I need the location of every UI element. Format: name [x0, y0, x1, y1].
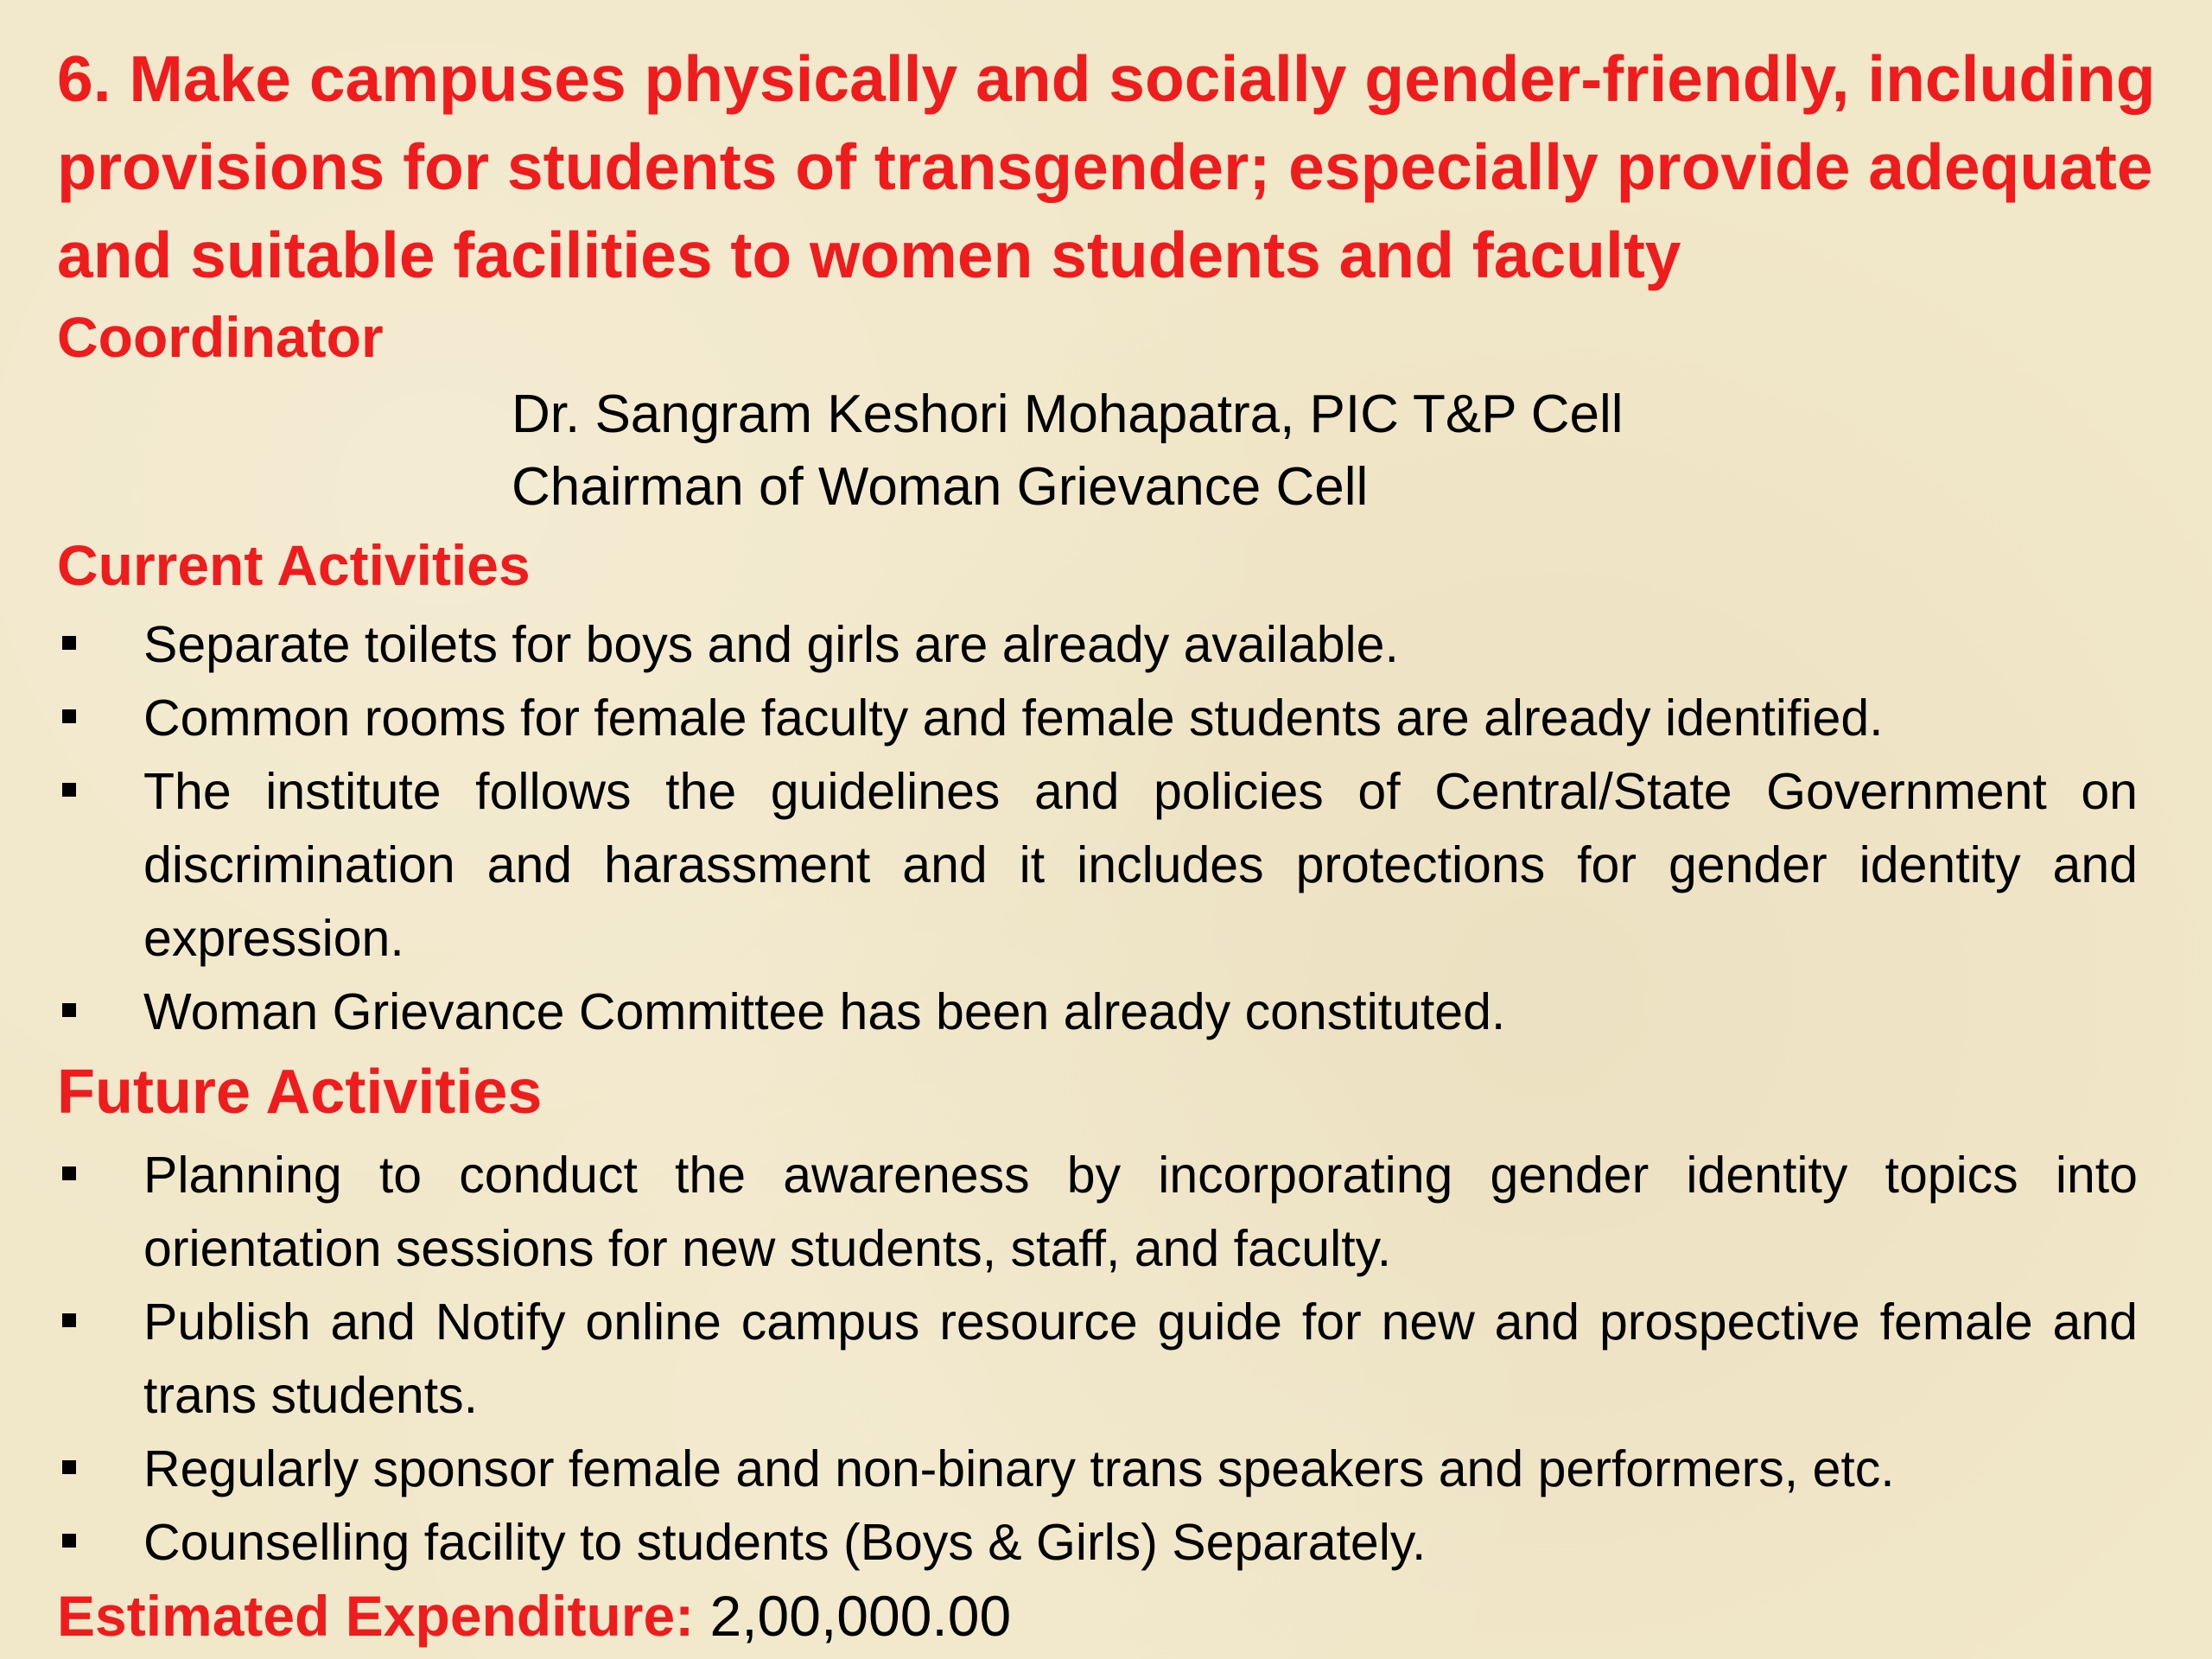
list-item-text: The institute follows the guidelines and policies of Central/State Government on discrimination and harassment and it includes protections for gender identity and expression. [143, 763, 2138, 967]
list-item-text: Counselling facility to students (Boys & Girls) Separately. [143, 1514, 1427, 1571]
square-bullet-icon [62, 783, 76, 797]
current-activities-list [57, 608, 2138, 1049]
list-item-text: Separate toilets for boys and girls are already available. [143, 616, 1399, 673]
list-item-text: Woman Grievance Committee has been already constituted. [143, 983, 1506, 1040]
list-item-text: Common rooms for female faculty and female students are already identified. [143, 690, 1884, 747]
list-item-text: Planning to conduct the awareness by incorporating gender identity topics into orientation sessions for new students, staff, and faculty. [143, 1147, 2138, 1277]
list-item [57, 1506, 2138, 1580]
list-item [57, 682, 2138, 755]
list-item [57, 1286, 2138, 1433]
square-bullet-icon [62, 1166, 76, 1180]
square-bullet-icon [62, 636, 76, 650]
list-item [57, 755, 2138, 976]
square-bullet-icon [62, 1313, 76, 1327]
expenditure-value: 2,00,000.00 [709, 1584, 1012, 1648]
list-item [57, 1139, 2138, 1286]
list-item [57, 608, 2138, 682]
estimated-expenditure [57, 1581, 1011, 1650]
list-item [57, 1433, 2138, 1506]
list-item [57, 976, 2138, 1049]
square-bullet-icon [62, 1003, 76, 1017]
future-activities-heading: Future Activities [57, 1058, 543, 1127]
square-bullet-icon [62, 709, 76, 723]
coordinator-role: Chairman of Woman Grievance Cell [512, 457, 1369, 517]
square-bullet-icon [62, 1534, 76, 1548]
current-activities-heading: Current Activities [57, 533, 531, 597]
slide-title: 6. Make campuses physically and socially gender-friendly, including provisions for students of transgender; especially provide adequate and suitable facilities to women students and faculty [57, 42, 2156, 291]
coordinator-name: Dr. Sangram Keshori Mohapatra, PIC T&P Cell [512, 385, 1624, 444]
list-item-text: Publish and Notify online campus resource guide for new and prospective female and trans students. [143, 1294, 2138, 1424]
list-item-text: Regularly sponsor female and non-binary trans speakers and performers, etc. [143, 1440, 1895, 1497]
coordinator-heading: Coordinator [57, 305, 384, 369]
expenditure-label: Estimated Expenditure: [57, 1584, 695, 1648]
future-activities-list [57, 1139, 2138, 1580]
square-bullet-icon [62, 1460, 76, 1474]
